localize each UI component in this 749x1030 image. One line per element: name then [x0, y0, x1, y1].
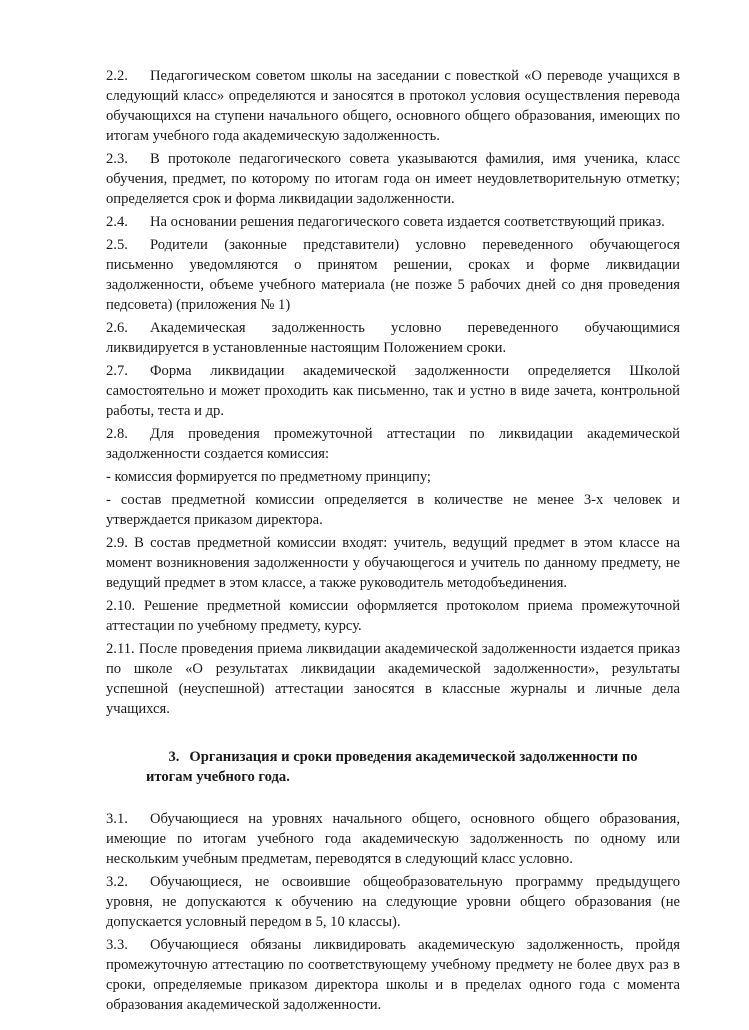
- paragraph-text: Форма ликвидации академической задолженности определяется Школой самостоятельно и может проходить как письменно, так и устно в виде зачета, контрольной работы, теста и др.: [106, 363, 680, 419]
- paragraph-2-8: [106, 424, 680, 464]
- bullet-item: - комиссия формируется по предметному принципу;: [106, 469, 431, 485]
- section-number: 3.: [168, 749, 180, 765]
- paragraph-number: 2.7.: [106, 363, 128, 379]
- paragraph-number: 2.5.: [106, 237, 128, 253]
- bullet-item: - состав предметной комиссии определяется в количестве не менее 3-х человек и утверждается приказом директора.: [106, 492, 680, 528]
- paragraph-text: Обучающиеся на уровнях начального общего, основного общего образования, имеющие по итогам учебного года академическую задолженность по одному или нескольким учебным предметам, переводятся в следующий класс условно.: [106, 811, 680, 867]
- paragraph-2-2: [106, 66, 680, 146]
- paragraph-text: Обучающиеся обязаны ликвидировать академическую задолженность, пройдя промежуточную аттестацию по соответствующему учебному предмету не более двух раз в сроки, определяемые приказом директора школы и в пределах одного года с момента образования академической задолженности.: [106, 937, 680, 1013]
- paragraph-2-3: [106, 149, 680, 209]
- paragraph-2-11: [106, 639, 680, 719]
- paragraph-2-7: [106, 361, 680, 421]
- paragraph-text: Педагогическом советом школы на заседании с повесткой «О переводе учащихся в следующий класс» определяются и заносятся в протокол условия осуществления перевода обучающихся на ступени начального общего, основного общего образования, имеющих по итогам учебного года академическую задолженность.: [106, 68, 680, 144]
- section-3-heading: [106, 747, 680, 787]
- paragraph-2-4: [106, 212, 680, 232]
- paragraph-number: 2.8.: [106, 426, 128, 442]
- paragraph-text: Решение предметной комиссии оформляется протоколом приема промежуточной аттестации по учебному предмету, курсу.: [106, 598, 681, 634]
- paragraph-number: 2.10.: [106, 598, 136, 614]
- paragraph-number: 3.3.: [106, 937, 128, 953]
- paragraph-text: В протоколе педагогического совета указываются фамилия, имя ученика, класс обучения, предмет, по которому по итогам года он имеет неудовлетворительную отметку; определяется срок и форма ликвидации задолженности.: [106, 151, 680, 207]
- paragraph-2-10: [106, 596, 680, 636]
- paragraph-text: После проведения приема ликвидации академической задолженности издается приказ по школе «О результатах ликвидации академической задолженности», результаты успешной (неуспешной) аттестации заносятся в классные журналы и личные дела учащихся.: [106, 641, 680, 717]
- paragraph-number: 3.2.: [106, 874, 128, 890]
- paragraph-3-2: [106, 872, 680, 932]
- paragraph-number: 2.3.: [106, 151, 128, 167]
- paragraph-text: Для проведения промежуточной аттестации по ликвидации академической задолженности создается комиссия:: [106, 426, 680, 462]
- paragraph-3-3: [106, 935, 680, 1015]
- paragraph-2-6: [106, 318, 680, 358]
- paragraph-number: 2.9.: [106, 535, 128, 551]
- paragraph-text: Обучающиеся, не освоившие общеобразовательную программу предыдущего уровня, не допускаются к обучению на следующие уровни общего образования (не допускается условный передом в 5, 10 классы).: [106, 874, 680, 930]
- paragraph-text: На основании решения педагогического совета издается соответствующий приказ.: [150, 214, 665, 230]
- paragraph-text: Родители (законные представители) условно переведенного обучающегося письменно уведомляются о принятом решении, сроках и форме ликвидации задолженности, объеме учебного материала (не позже 5 рабочих дней со дня проведения педсовета) (приложения № 1): [106, 237, 680, 313]
- section-title: Организация и сроки проведения академической задолженности по итогам учебного года.: [146, 749, 638, 785]
- paragraph-number: 2.4.: [106, 214, 128, 230]
- paragraph-number: 2.2.: [106, 68, 128, 84]
- paragraph-2-5: [106, 235, 680, 315]
- paragraph-2-9: [106, 533, 680, 593]
- paragraph-number: 2.6.: [106, 320, 128, 336]
- paragraph-text: В состав предметной комиссии входят: учитель, ведущий предмет в этом классе на момент возникновения задолженности у обучающегося и учитель по данному предмету, не ведущий предмет в этом классе, а также руководитель методобъединения.: [106, 535, 680, 591]
- document-page: [106, 66, 680, 1018]
- paragraph-text: Академическая задолженность условно переведенного обучающимися ликвидируется в установленные настоящим Положением сроки.: [106, 320, 680, 356]
- paragraph-number: 2.11.: [106, 641, 135, 657]
- paragraph-number: 3.1.: [106, 811, 128, 827]
- paragraph-3-1: [106, 809, 680, 869]
